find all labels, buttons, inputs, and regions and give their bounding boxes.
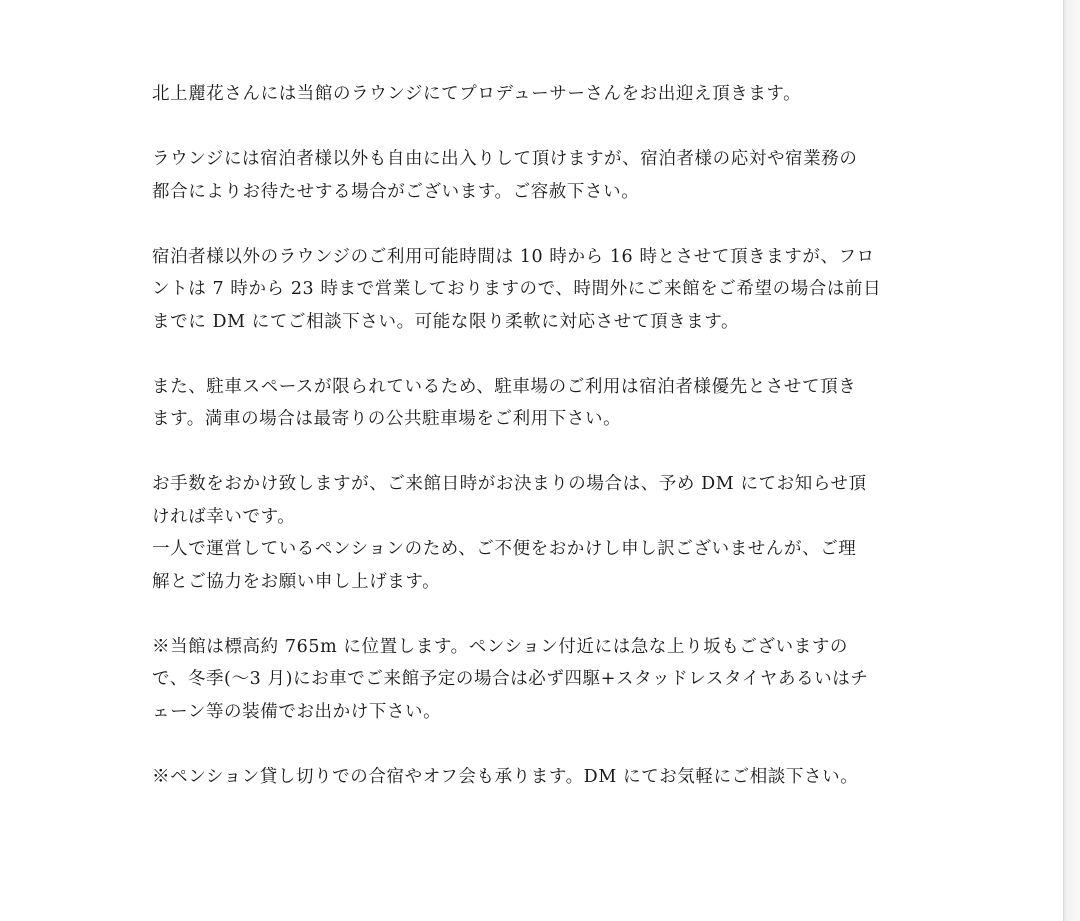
paragraph-advance-notice: お手数をおかけ致しますが、ご来館日時がお決まりの場合は、予め DM にてお知らせ頂 ければ幸いです。 xyxy=(152,474,867,527)
paragraph-lounge-hours: 宿泊者様以外のラウンジのご利用可能時間は 10 時から 16 時とさせて頂きますが、フロ ントは 7 時から 23 時まで営業しておりますので、時間外にご来館をご希望の場合は前日 までに DM にてご相談下さい。可能な限り柔軟に対応させて頂きます。 xyxy=(152,246,882,332)
paragraph-altitude-note: ※当館は標高約 765m に位置します。ペンション付近には急な上り坂もございますの で、冬季(〜3 月)にお車でご来館予定の場合は必ず四駆+スタッドレスタイヤあるいはチ ェーン等の装備でお出かけ下さい。 xyxy=(152,636,869,722)
paragraph-apology: 一人で運営しているペンションのため、ご不便をおかけし申し訳ございませんが、ご理 解とご協力をお願い申し上げます。 xyxy=(152,539,857,592)
document-body xyxy=(152,78,924,826)
paragraph-charter-note: ※ペンション貸し切りでの合宿やオフ会も承ります。DM にてお気軽にご相談下さい。 xyxy=(152,766,859,787)
scrollbar-track[interactable] xyxy=(1063,0,1080,921)
paragraph-parking: また、駐車スペースが限られているため、駐車場のご利用は宿泊者様優先とさせて頂き ます。満車の場合は最寄りの公共駐車場をご利用下さい。 xyxy=(152,376,857,429)
paragraph-lounge-greeting: 北上麗花さんには当館のラウンジにてプロデューサーさんをお出迎え頂きます。 xyxy=(152,84,802,104)
paragraph-lounge-access: ラウンジには宿泊者様以外も自由に出入りして頂けますが、宿泊者様の応対や宿業務の 都合によりお待たせする場合がございます。ご容赦下さい。 xyxy=(152,149,858,202)
